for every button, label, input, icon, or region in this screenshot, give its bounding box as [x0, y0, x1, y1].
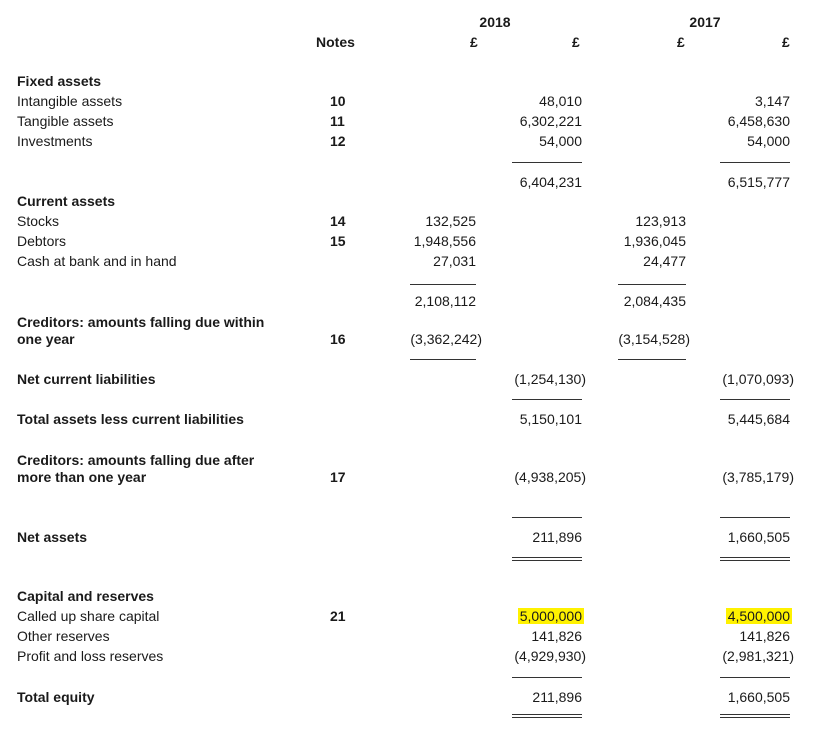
subtotal-rule	[618, 284, 686, 285]
subtotal-rule	[512, 517, 582, 518]
row-note: 11	[330, 113, 345, 129]
subtotal-rule	[720, 399, 790, 400]
net-current-liabilities-2017: (1,070,093)	[722, 371, 794, 387]
row-label: Tangible assets	[17, 113, 114, 129]
double-rule	[512, 560, 582, 561]
value-2018: 141,826	[531, 628, 582, 644]
year-2018-header: 2018	[479, 14, 511, 30]
fixed-assets-total-2017: 6,515,777	[727, 174, 790, 190]
subtotal-rule	[512, 162, 582, 163]
highlight-mark: 4,500,000	[727, 608, 790, 624]
row-note: 10	[330, 93, 346, 109]
net-current-liabilities-2018: (1,254,130)	[514, 371, 586, 387]
creditors-after-2018: (4,938,205)	[514, 469, 586, 485]
current-assets-title: Current assets	[17, 193, 116, 209]
value-2017-sub: 1,936,045	[623, 233, 686, 249]
double-rule	[720, 714, 790, 715]
net-assets-2018: 211,896	[532, 529, 582, 545]
currency-2018-a: £	[470, 34, 478, 50]
value-2017: 6,458,630	[727, 113, 790, 129]
row-note: 15	[330, 233, 346, 249]
value-2018-sub: 132,525	[425, 213, 476, 229]
subtotal-rule	[410, 284, 476, 285]
net-assets-label: Net assets	[17, 529, 88, 545]
creditors-after-label-2: more than one year	[17, 469, 147, 485]
value-2018-sub: 1,948,556	[413, 233, 476, 249]
net-assets-2017: 1,660,505	[727, 529, 790, 545]
row-note: 17	[330, 469, 346, 485]
total-assets-less-2017: 5,445,684	[727, 411, 790, 427]
double-rule	[720, 717, 790, 718]
value-2018-sub: 27,031	[433, 253, 476, 269]
total-assets-less-label: Total assets less current liabilities	[17, 411, 244, 427]
share-capital-2018	[480, 607, 584, 625]
subtotal-rule	[512, 399, 582, 400]
row-label: Cash at bank and in hand	[17, 253, 177, 269]
row-note: 14	[330, 213, 346, 229]
row-note: 16	[330, 331, 346, 347]
net-current-liabilities-label: Net current liabilities	[17, 371, 156, 387]
capital-reserves-title: Capital and reserves	[17, 588, 154, 604]
value-2017-sub: 24,477	[643, 253, 686, 269]
creditors-within-2018: (3,362,242)	[410, 331, 482, 347]
value-2017: 54,000	[747, 133, 790, 149]
subtotal-rule	[618, 359, 686, 360]
creditors-within-label-1: Creditors: amounts falling due within	[17, 314, 265, 330]
creditors-after-label-1: Creditors: amounts falling due after	[17, 452, 255, 468]
row-note: 21	[330, 608, 346, 624]
total-equity-label: Total equity	[17, 689, 95, 705]
fixed-assets-title: Fixed assets	[17, 73, 102, 89]
value-2017: 141,826	[739, 628, 790, 644]
currency-2018-b: £	[572, 34, 580, 50]
double-rule	[512, 714, 582, 715]
double-rule	[720, 560, 790, 561]
current-assets-total-2018: 2,108,112	[414, 293, 476, 309]
total-assets-less-2018: 5,150,101	[519, 411, 582, 427]
row-label: Other reserves	[17, 628, 110, 644]
row-note: 12	[330, 133, 346, 149]
row-label: Called up share capital	[17, 608, 160, 624]
double-rule	[720, 557, 790, 558]
currency-2017-b: £	[782, 34, 790, 50]
creditors-within-label-2: one year	[17, 331, 75, 347]
row-label: Intangible assets	[17, 93, 123, 109]
year-2017-header: 2017	[689, 14, 721, 30]
total-equity-2018: 211,896	[532, 689, 582, 705]
value-2018: (4,929,930)	[514, 648, 586, 664]
row-label: Investments	[17, 133, 93, 149]
double-rule	[512, 717, 582, 718]
currency-2017-a: £	[677, 34, 685, 50]
subtotal-rule	[512, 677, 582, 678]
total-equity-2017: 1,660,505	[727, 689, 790, 705]
subtotal-rule	[720, 677, 790, 678]
value-2018: 54,000	[539, 133, 582, 149]
value-2018: 6,302,221	[519, 113, 582, 129]
double-rule	[512, 557, 582, 558]
value-2017-sub: 123,913	[635, 213, 686, 229]
value-2017: 3,147	[754, 93, 790, 109]
notes-header: Notes	[316, 34, 355, 50]
creditors-within-2017: (3,154,528)	[618, 331, 690, 347]
row-label: Stocks	[17, 213, 60, 229]
highlight-mark: 5,000,000	[519, 608, 582, 624]
row-label: Profit and loss reserves	[17, 648, 164, 664]
row-label: Debtors	[17, 233, 67, 249]
value-2018: 48,010	[539, 93, 582, 109]
current-assets-total-2017: 2,084,435	[623, 293, 686, 309]
subtotal-rule	[720, 162, 790, 163]
subtotal-rule	[720, 517, 790, 518]
fixed-assets-total-2018: 6,404,231	[519, 174, 582, 190]
value-2017: (2,981,321)	[722, 648, 794, 664]
subtotal-rule	[410, 359, 476, 360]
creditors-after-2017: (3,785,179)	[722, 469, 794, 485]
share-capital-2017	[688, 607, 792, 625]
